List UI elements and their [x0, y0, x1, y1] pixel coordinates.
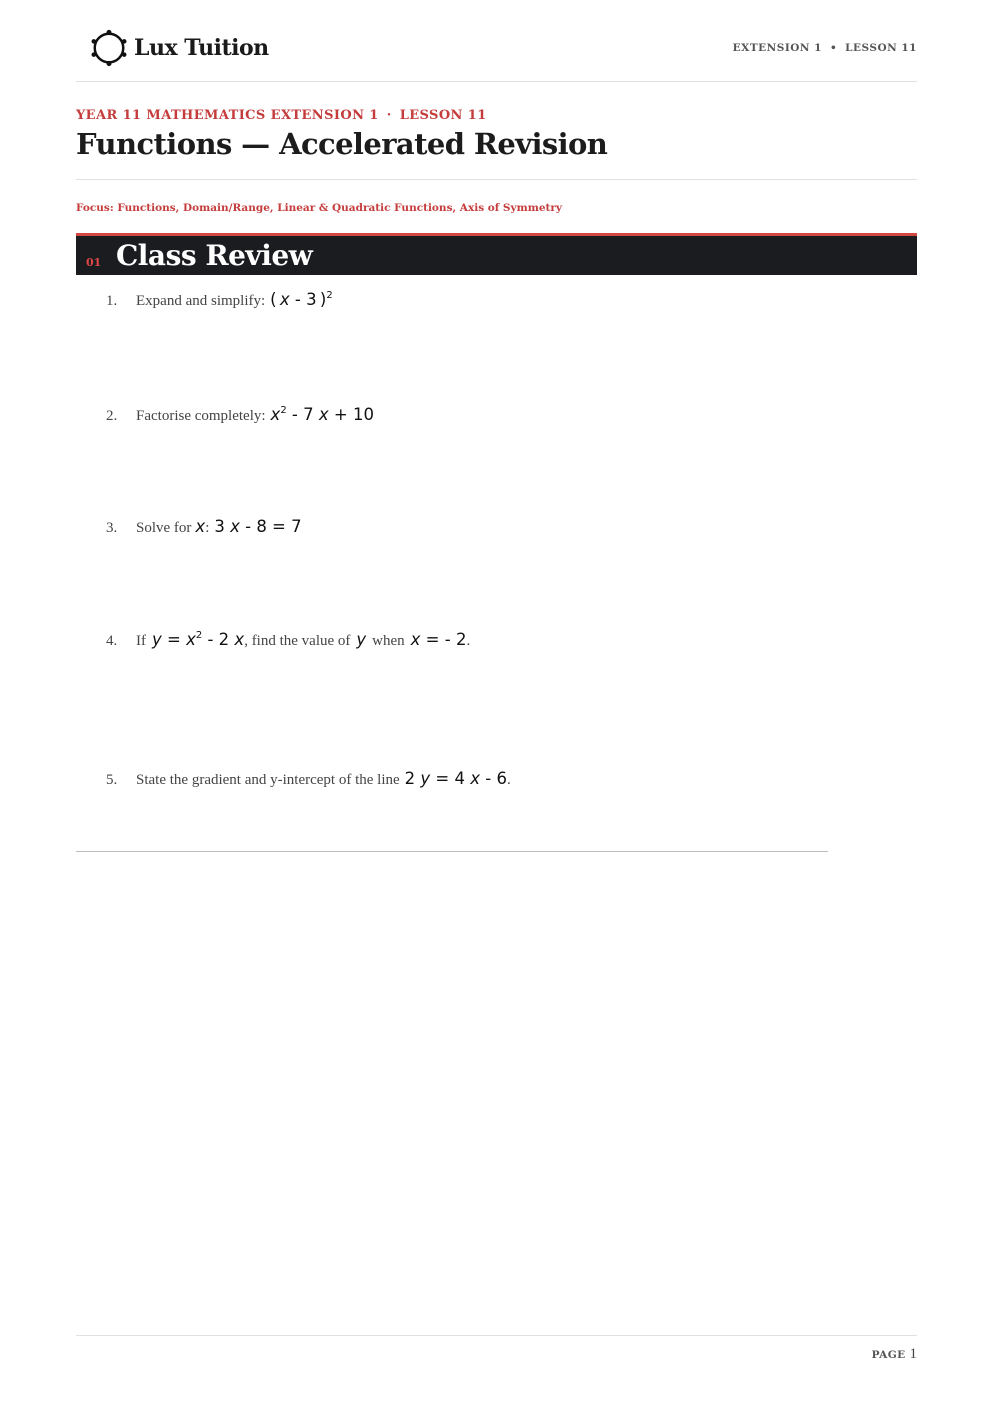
- compass-ring-icon: [90, 28, 128, 68]
- math-variable: y: [356, 630, 367, 649]
- focus-line: Focus: Functions, Domain/Range, Linear & Quadratic Functions, Axis of Symmetry: [76, 202, 562, 214]
- kicker-course: YEAR 11 MATHEMATICS EXTENSION 1: [76, 108, 379, 123]
- math-expression: 2 y = 4 x - 6: [404, 769, 507, 788]
- question-text: Solve for: [136, 520, 192, 536]
- title-divider: [76, 179, 917, 180]
- header-divider: [76, 81, 917, 82]
- brand-logo: [90, 28, 269, 68]
- math-expression: x = - 2: [410, 630, 467, 649]
- math-expression: 3 x - 8 = 7: [214, 517, 302, 536]
- section-number: 01: [86, 256, 102, 269]
- question-5: [106, 769, 511, 789]
- question-text: If: [136, 633, 146, 649]
- footer-divider: [76, 1335, 917, 1336]
- question-text: Expand and simplify:: [136, 293, 266, 309]
- page-label: PAGE: [871, 1349, 906, 1361]
- question-number: 5.: [106, 772, 118, 788]
- header-meta: [733, 42, 917, 54]
- page-footer: [872, 1345, 917, 1363]
- question-text: :: [205, 520, 210, 536]
- question-number: 3.: [106, 520, 118, 536]
- question-text: when: [372, 633, 405, 649]
- question-text: .: [466, 633, 471, 649]
- header-separator: •: [829, 42, 838, 54]
- page-title: Functions — Accelerated Revision: [76, 127, 608, 161]
- page-number: 1: [909, 1346, 917, 1362]
- question-number: 1.: [106, 293, 118, 309]
- question-number: 2.: [106, 408, 118, 424]
- section-end-divider: [76, 851, 828, 852]
- question-4: [106, 630, 470, 650]
- math-expression: $x^2 - 7$ x + 10: [270, 405, 374, 424]
- question-1: [106, 290, 333, 310]
- section-title: Class Review: [116, 239, 313, 272]
- question-number: 4.: [106, 633, 118, 649]
- kicker-lesson: LESSON 11: [399, 108, 487, 123]
- header-lesson: LESSON 11: [845, 42, 917, 54]
- math-expression: $y = x^2 - 2$ x: [152, 630, 245, 649]
- math-expression: ( x - 3 )$^2$: [270, 290, 333, 309]
- header-course: EXTENSION 1: [732, 42, 822, 54]
- course-kicker: [76, 108, 487, 123]
- math-variable: x: [195, 517, 206, 536]
- kicker-separator: ·: [386, 108, 392, 123]
- question-text: Factorise completely:: [136, 408, 266, 424]
- question-3: [106, 517, 302, 537]
- section-header: [76, 233, 917, 275]
- question-text: State the gradient and y-intercept of the line: [136, 772, 400, 788]
- question-text: , find the value of: [244, 633, 351, 649]
- question-2: [106, 405, 374, 425]
- question-text: .: [506, 772, 511, 788]
- brand-name: Lux Tuition: [134, 35, 269, 61]
